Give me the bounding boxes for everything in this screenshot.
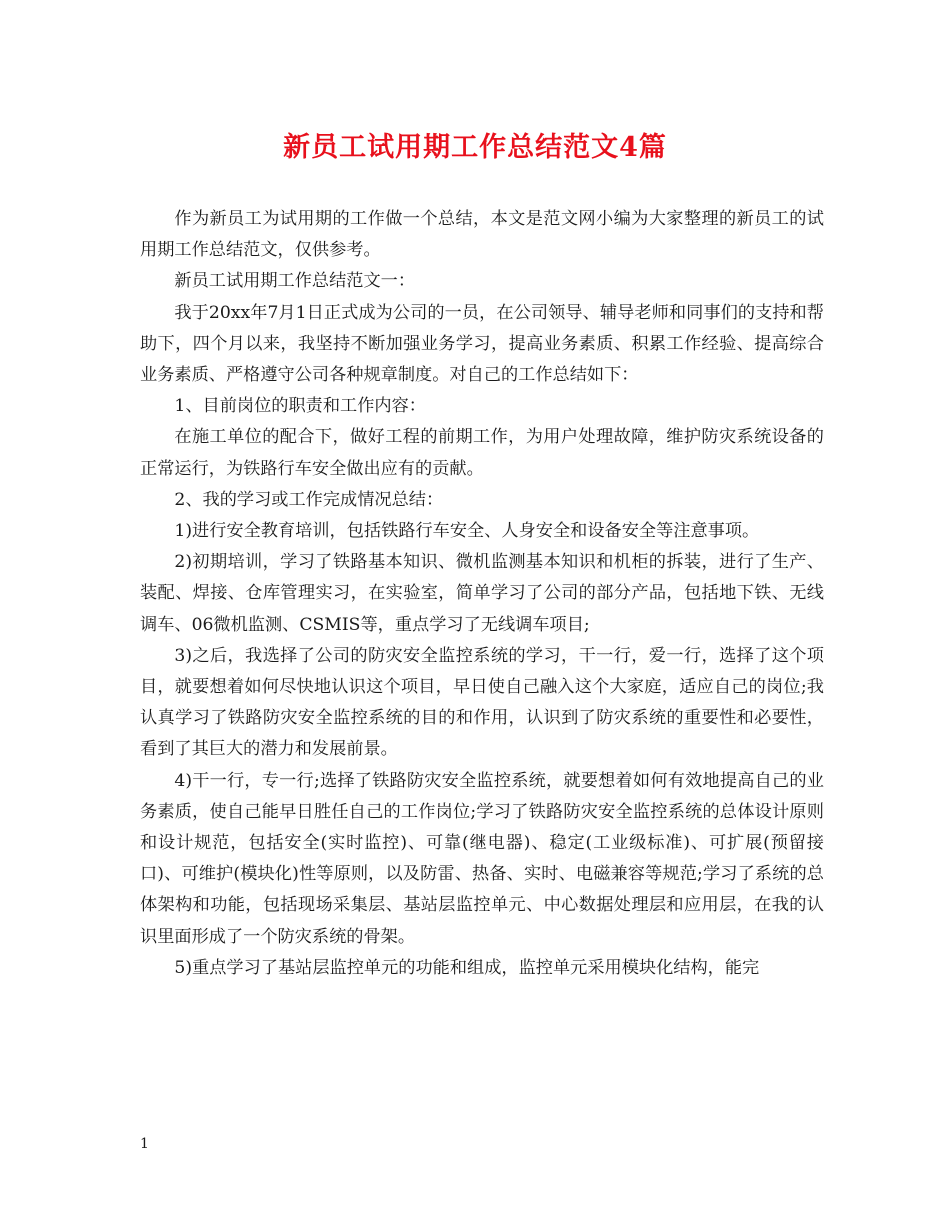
paragraph-item-1: 1)进行安全教育培训，包括铁路行车安全、人身安全和设备安全等注意事项。: [174, 521, 760, 542]
paragraph-self-intro: 我于20xx年7月1日正式成为公司的一员，在公司领导、辅导老师和同事们的支持和帮助下，四个月以来，我坚持不断加强业务学习，提高业务素质、积累工作经验、提高综合业务素质、严格遵守公司各种规章制度。对自己的工作总结如下：: [140, 302, 824, 386]
paragraph-sample-heading: 新员工试用期工作总结范文一：: [174, 271, 416, 292]
document-body: [140, 204, 824, 984]
paragraph-item-2: 2)初期培训，学习了铁路基本知识、微机监测基本知识和机柜的拆装，进行了生产、装配、焊接、仓库管理实习，在实验室，简单学习了公司的部分产品，包括地下铁、无线调车、06微机监测、CSMIS等，重点学习了无线调车项目;: [140, 552, 824, 635]
document-title: 新员工试用期工作总结范文4篇: [283, 132, 667, 163]
paragraph-item-5: 5)重点学习了基站层监控单元的功能和组成，监控单元采用模块化结构，能完: [174, 957, 760, 978]
paragraph-item-4: 4)干一行，专一行;选择了铁路防灾安全监控系统，就要想着如何有效地提高自己的业务素质，使自己能早日胜任自己的工作岗位;学习了铁路防灾安全监控系统的总体设计原则和设计规范，包括安全(实时监控)、可靠(继电器)、稳定(工业级标准)、可扩展(预留接口)、可维护(模块化)性等原则，以及防雷、热备、实时、电磁兼容等规范;学习了系统的总体架构和功能，包括现场采集层、基站层监控单元、中心数据处理层和应用层，在我的认识里面形成了一个防灾系统的骨架。: [140, 770, 824, 947]
paragraph-intro: 作为新员工为试用期的工作做一个总结，本文是范文网小编为大家整理的新员工的试用期工作总结范文，仅供参考。: [140, 209, 824, 261]
page-number: 1: [140, 1136, 149, 1152]
paragraph-section-1-content: 在施工单位的配合下，做好工程的前期工作，为用户处理故障，维护防灾系统设备的正常运行，为铁路行车安全做出应有的贡献。: [140, 427, 824, 479]
paragraph-section-2-heading: 2、我的学习或工作完成情况总结：: [174, 489, 444, 510]
paragraph-item-3: 3)之后，我选择了公司的防灾安全监控系统的学习，干一行，爱一行，选择了这个项目，就要想着如何尽快地认识这个项目，早日使自己融入这个大家庭，适应自己的岗位;我认真学习了铁路防灾安全监控系统的目的和作用，认识到了防灾系统的重要性和必要性，看到了其巨大的潜力和发展前景。: [140, 645, 824, 760]
paragraph-section-1-heading: 1、目前岗位的职责和工作内容：: [174, 396, 426, 417]
